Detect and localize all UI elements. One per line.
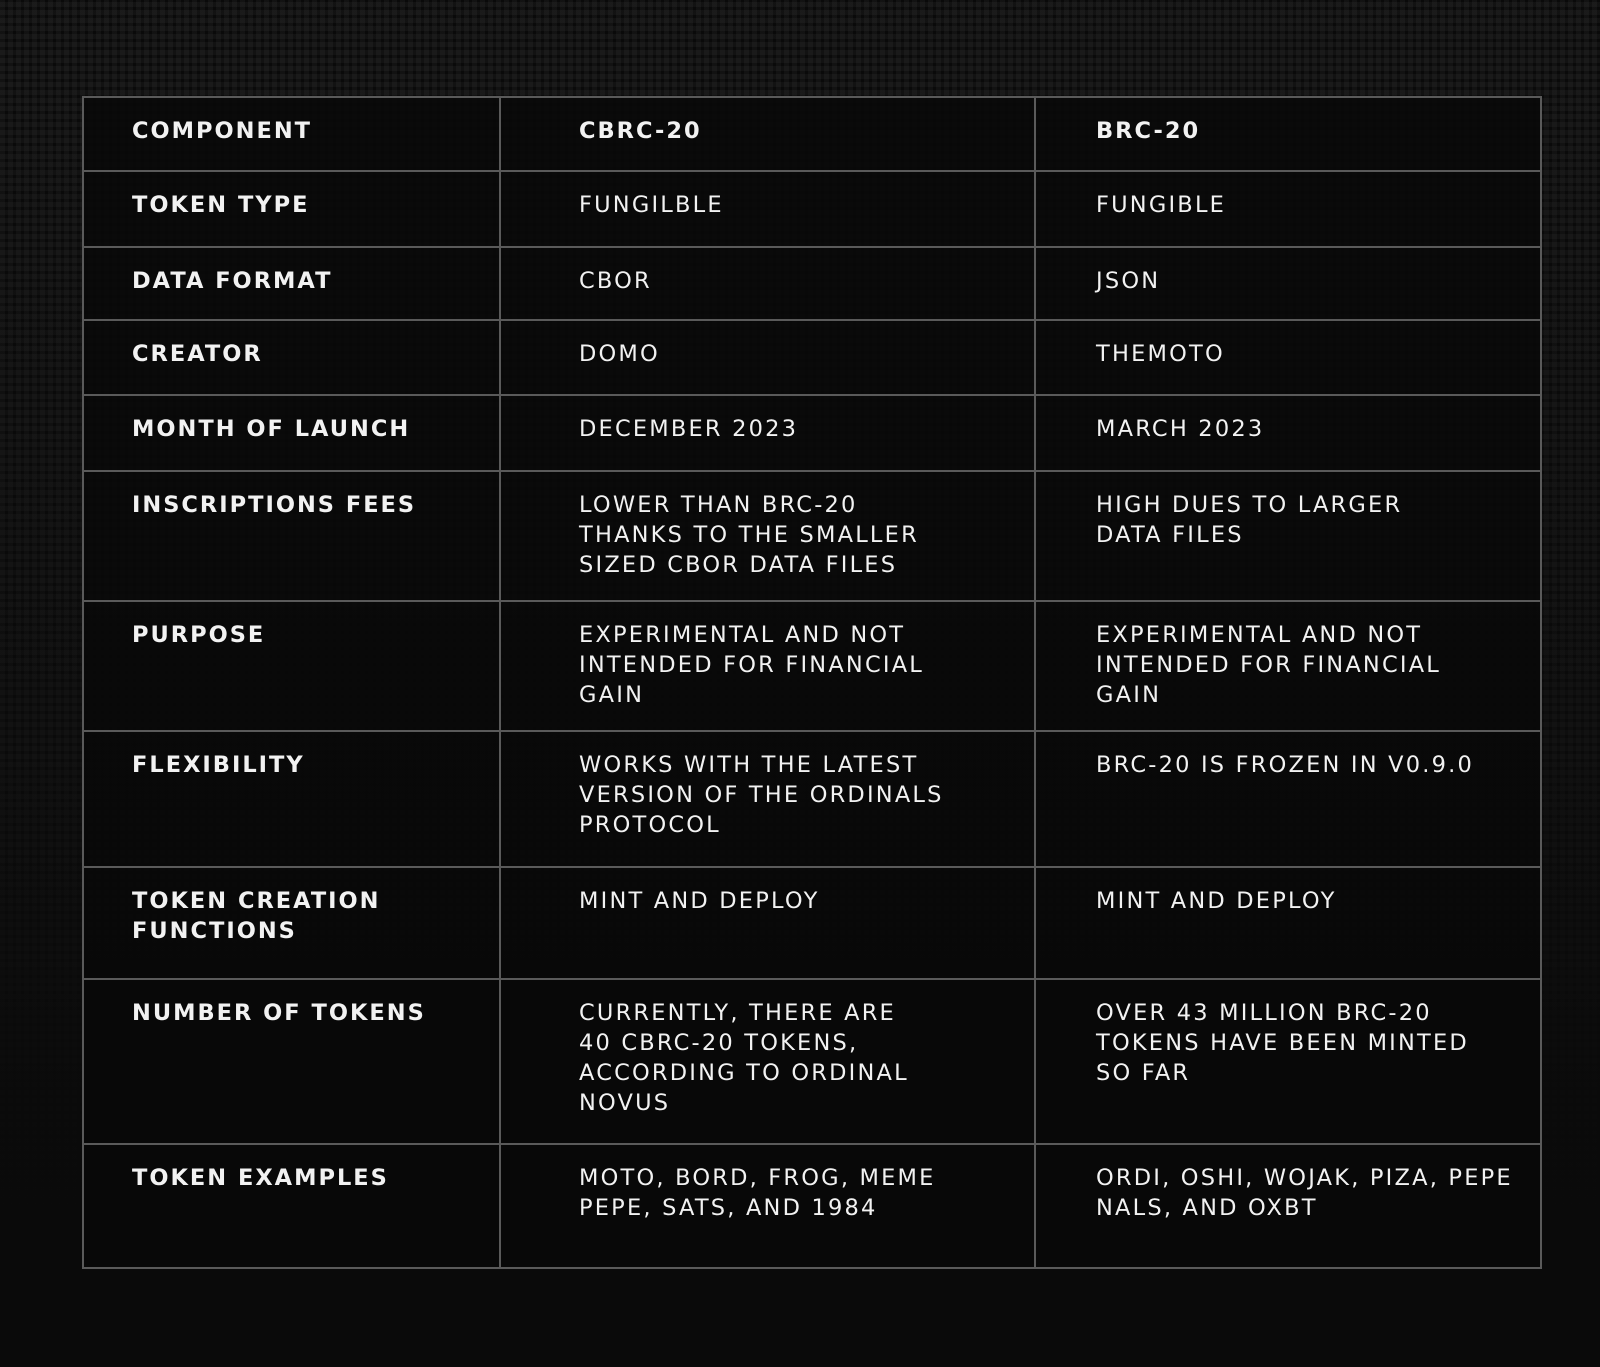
table-header-row <box>83 97 1541 171</box>
cbrc20-value: MOTO, BORD, FROG, MEME PEPE, SATS, AND 1984 <box>500 1144 1035 1268</box>
cbrc20-value: DOMO <box>500 320 1035 395</box>
row-label: PURPOSE <box>83 601 500 731</box>
brc20-value: OVER 43 MILLION BRC-20 TOKENS HAVE BEEN MINTED SO FAR <box>1035 979 1541 1144</box>
table-row <box>83 601 1541 731</box>
row-label: DATA FORMAT <box>83 247 500 320</box>
brc20-value: ORDI, OSHI, WOJAK, PIZA, PEPE NALS, AND OXBT <box>1035 1144 1541 1268</box>
table-row <box>83 979 1541 1144</box>
cbrc20-value: LOWER THAN BRC-20 THANKS TO THE SMALLER SIZED CBOR DATA FILES <box>500 471 1035 601</box>
brc20-value: MARCH 2023 <box>1035 395 1541 471</box>
cbrc20-value: CURRENTLY, THERE ARE 40 CBRC-20 TOKENS, ACCORDING TO ORDINAL NOVUS <box>500 979 1035 1144</box>
row-label: TOKEN CREATION FUNCTIONS <box>83 867 500 979</box>
table-row <box>83 171 1541 247</box>
brc20-value: EXPERIMENTAL AND NOT INTENDED FOR FINANCIAL GAIN <box>1035 601 1541 731</box>
table-row <box>83 867 1541 979</box>
cbrc20-value: EXPERIMENTAL AND NOT INTENDED FOR FINANCIAL GAIN <box>500 601 1035 731</box>
cbrc20-value: MINT AND DEPLOY <box>500 867 1035 979</box>
brc20-value: THEMOTO <box>1035 320 1541 395</box>
row-label: TOKEN TYPE <box>83 171 500 247</box>
brc20-value: HIGH DUES TO LARGER DATA FILES <box>1035 471 1541 601</box>
comparison-table-wrapper <box>82 96 1540 1269</box>
cbrc20-value: CBOR <box>500 247 1035 320</box>
brc20-value: JSON <box>1035 247 1541 320</box>
table-row <box>83 1144 1541 1268</box>
row-label: FLEXIBILITY <box>83 731 500 867</box>
row-label: TOKEN EXAMPLES <box>83 1144 500 1268</box>
brc20-value: MINT AND DEPLOY <box>1035 867 1541 979</box>
cbrc20-value: WORKS WITH THE LATEST VERSION OF THE ORDINALS PROTOCOL <box>500 731 1035 867</box>
table-row <box>83 471 1541 601</box>
row-label: NUMBER OF TOKENS <box>83 979 500 1144</box>
row-label: MONTH OF LAUNCH <box>83 395 500 471</box>
brc20-value: BRC-20 IS FROZEN IN V0.9.0 <box>1035 731 1541 867</box>
brc20-value: FUNGIBLE <box>1035 171 1541 247</box>
header-brc20: BRC-20 <box>1035 97 1541 171</box>
cbrc20-value: FUNGILBLE <box>500 171 1035 247</box>
table-row <box>83 247 1541 320</box>
table-row <box>83 320 1541 395</box>
header-component: COMPONENT <box>83 97 500 171</box>
comparison-table <box>82 96 1542 1269</box>
row-label: CREATOR <box>83 320 500 395</box>
header-cbrc20: CBRC-20 <box>500 97 1035 171</box>
table-row <box>83 731 1541 867</box>
row-label: INSCRIPTIONS FEES <box>83 471 500 601</box>
cbrc20-value: DECEMBER 2023 <box>500 395 1035 471</box>
table-row <box>83 395 1541 471</box>
